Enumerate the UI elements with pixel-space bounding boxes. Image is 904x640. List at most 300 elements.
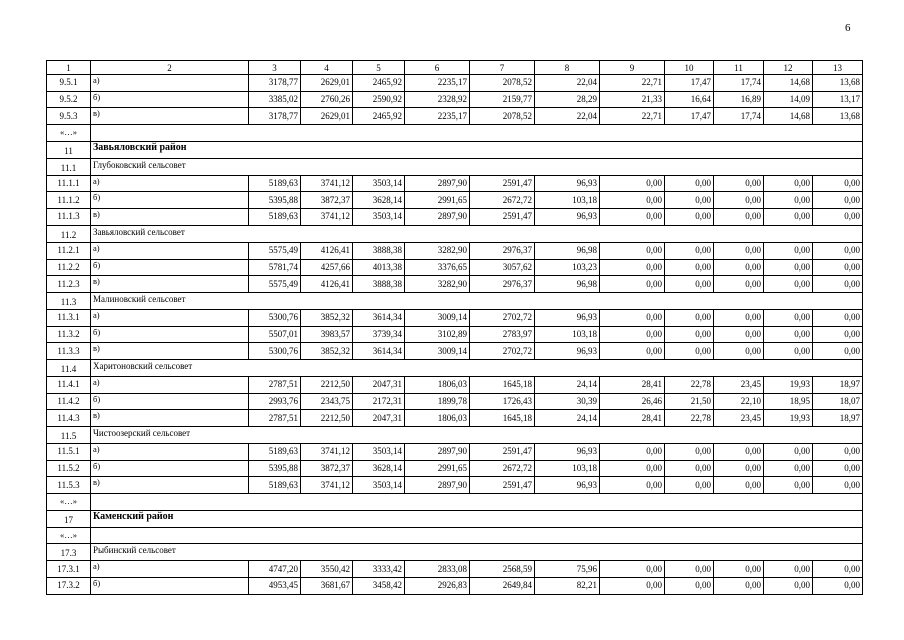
table-row — [47, 309, 863, 326]
value-cell: 3614,34 — [353, 309, 405, 326]
value-cell: 2235,17 — [405, 108, 470, 125]
value-cell: 24,14 — [535, 410, 600, 427]
row-code: 11.4.2 — [47, 393, 91, 410]
value-cell: 3628,14 — [353, 460, 405, 477]
value-cell: 103,18 — [535, 192, 600, 209]
council-name: Харитоновский сельсовет — [91, 359, 863, 376]
value-cell: 2047,31 — [353, 410, 405, 427]
value-cell: 0,00 — [600, 343, 665, 360]
value-cell: 0,00 — [714, 175, 764, 192]
row-code: 11.2.1 — [47, 242, 91, 259]
value-cell: 22,78 — [665, 410, 714, 427]
value-cell: 4013,38 — [353, 259, 405, 276]
row-code: 9.5.3 — [47, 108, 91, 125]
table-row — [47, 91, 863, 108]
row-code: 11.4.3 — [47, 410, 91, 427]
value-cell: 0,00 — [813, 309, 863, 326]
value-cell: 3888,38 — [353, 276, 405, 293]
value-cell: 3503,14 — [353, 175, 405, 192]
value-cell: 3852,32 — [301, 343, 353, 360]
value-cell: 3385,02 — [249, 91, 301, 108]
value-cell: 3681,67 — [301, 578, 353, 595]
value-cell: 0,00 — [764, 309, 813, 326]
value-cell: 22,71 — [600, 75, 665, 92]
value-cell: 0,00 — [714, 309, 764, 326]
value-cell: 0,00 — [714, 209, 764, 226]
table-row — [47, 276, 863, 293]
value-cell: 0,00 — [665, 192, 714, 209]
value-cell: 18,97 — [813, 410, 863, 427]
value-cell: 0,00 — [600, 326, 665, 343]
district-name: Завьяловский район — [91, 141, 863, 158]
value-cell: 4257,66 — [301, 259, 353, 276]
ellipsis-mark: «…» — [47, 527, 91, 544]
value-cell: 4747,20 — [249, 561, 301, 578]
district-row — [47, 510, 863, 527]
value-cell: 4953,45 — [249, 578, 301, 595]
value-cell: 0,00 — [764, 578, 813, 595]
value-cell: 96,98 — [535, 276, 600, 293]
value-cell: 0,00 — [665, 242, 714, 259]
value-cell: 28,41 — [600, 376, 665, 393]
value-cell: 0,00 — [665, 276, 714, 293]
district-row — [47, 141, 863, 158]
value-cell: 3178,77 — [249, 75, 301, 92]
value-cell: 28,41 — [600, 410, 665, 427]
council-row — [47, 427, 863, 444]
value-cell: 1806,03 — [405, 410, 470, 427]
value-cell: 2991,65 — [405, 192, 470, 209]
section-code: 11.2 — [47, 225, 91, 242]
row-code: 9.5.1 — [47, 75, 91, 92]
row-code: 11.2.3 — [47, 276, 91, 293]
row-code: 11.2.2 — [47, 259, 91, 276]
district-name: Каменский район — [91, 510, 863, 527]
value-cell: 3741,12 — [301, 209, 353, 226]
value-cell: 22,04 — [535, 75, 600, 92]
value-cell: 23,45 — [714, 376, 764, 393]
value-cell: 0,00 — [813, 561, 863, 578]
row-code: 11.5.1 — [47, 444, 91, 461]
value-cell: 2629,01 — [301, 108, 353, 125]
value-cell: 0,00 — [813, 460, 863, 477]
value-cell: 0,00 — [714, 192, 764, 209]
value-cell: 75,96 — [535, 561, 600, 578]
row-label: а) — [91, 309, 249, 326]
value-cell: 5575,49 — [249, 242, 301, 259]
value-cell: 0,00 — [813, 276, 863, 293]
value-cell: 4126,41 — [301, 242, 353, 259]
value-cell: 3739,34 — [353, 326, 405, 343]
value-cell: 17,74 — [714, 75, 764, 92]
table-row — [47, 561, 863, 578]
value-cell: 0,00 — [665, 460, 714, 477]
value-cell: 3550,42 — [301, 561, 353, 578]
row-label: б) — [91, 460, 249, 477]
value-cell: 3872,37 — [301, 460, 353, 477]
council-name: Малиновский сельсовет — [91, 292, 863, 309]
value-cell: 0,00 — [714, 561, 764, 578]
value-cell: 0,00 — [714, 326, 764, 343]
value-cell: 14,09 — [764, 91, 813, 108]
value-cell: 0,00 — [813, 259, 863, 276]
value-cell: 0,00 — [600, 578, 665, 595]
table-row — [47, 108, 863, 125]
value-cell: 2591,47 — [470, 175, 535, 192]
row-label: б) — [91, 578, 249, 595]
value-cell: 17,47 — [665, 108, 714, 125]
row-code: 11.1.2 — [47, 192, 91, 209]
value-cell: 0,00 — [813, 326, 863, 343]
table-row — [47, 326, 863, 343]
row-code: 9.5.2 — [47, 91, 91, 108]
value-cell: 0,00 — [665, 578, 714, 595]
value-cell: 4126,41 — [301, 276, 353, 293]
ellipsis-filler — [91, 494, 863, 511]
value-cell: 18,95 — [764, 393, 813, 410]
value-cell: 3741,12 — [301, 444, 353, 461]
value-cell: 23,45 — [714, 410, 764, 427]
table-row — [47, 477, 863, 494]
value-cell: 2897,90 — [405, 175, 470, 192]
value-cell: 2833,08 — [405, 561, 470, 578]
value-cell: 0,00 — [714, 460, 764, 477]
value-cell: 0,00 — [665, 175, 714, 192]
ellipsis-row — [47, 527, 863, 544]
table-row — [47, 192, 863, 209]
value-cell: 2926,83 — [405, 578, 470, 595]
value-cell: 0,00 — [600, 561, 665, 578]
value-cell: 0,00 — [665, 343, 714, 360]
value-cell: 103,18 — [535, 460, 600, 477]
value-cell: 5300,76 — [249, 343, 301, 360]
value-cell: 2078,52 — [470, 75, 535, 92]
ellipsis-mark: «…» — [47, 125, 91, 142]
value-cell: 5395,88 — [249, 460, 301, 477]
header-cell: 6 — [405, 61, 470, 75]
row-code: 11.3.2 — [47, 326, 91, 343]
value-cell: 2078,52 — [470, 108, 535, 125]
value-cell: 0,00 — [764, 477, 813, 494]
header-cell: 5 — [353, 61, 405, 75]
value-cell: 22,10 — [714, 393, 764, 410]
value-cell: 0,00 — [813, 578, 863, 595]
value-cell: 96,93 — [535, 309, 600, 326]
value-cell: 13,17 — [813, 91, 863, 108]
value-cell: 0,00 — [600, 175, 665, 192]
value-cell: 3333,42 — [353, 561, 405, 578]
value-cell: 2897,90 — [405, 444, 470, 461]
value-cell: 0,00 — [600, 209, 665, 226]
value-cell: 3057,62 — [470, 259, 535, 276]
ellipsis-row — [47, 494, 863, 511]
value-cell: 2591,47 — [470, 444, 535, 461]
row-label: в) — [91, 209, 249, 226]
value-cell: 1726,43 — [470, 393, 535, 410]
value-cell: 0,00 — [600, 192, 665, 209]
value-cell: 5189,63 — [249, 175, 301, 192]
table-row — [47, 376, 863, 393]
value-cell: 3178,77 — [249, 108, 301, 125]
value-cell: 2591,47 — [470, 209, 535, 226]
row-code: 11.5.2 — [47, 460, 91, 477]
row-label: в) — [91, 410, 249, 427]
value-cell: 103,18 — [535, 326, 600, 343]
council-name: Глубоковский сельсовет — [91, 158, 863, 175]
value-cell: 0,00 — [764, 259, 813, 276]
table-row — [47, 393, 863, 410]
value-cell: 3282,90 — [405, 242, 470, 259]
table-row — [47, 259, 863, 276]
value-cell: 3503,14 — [353, 444, 405, 461]
value-cell: 2993,76 — [249, 393, 301, 410]
value-cell: 3282,90 — [405, 276, 470, 293]
council-name: Завьяловский сельсовет — [91, 225, 863, 242]
value-cell: 17,74 — [714, 108, 764, 125]
header-cell: 3 — [249, 61, 301, 75]
council-name: Рыбинский сельсовет — [91, 544, 863, 561]
value-cell: 3009,14 — [405, 309, 470, 326]
row-label: а) — [91, 561, 249, 578]
row-code: 11.4.1 — [47, 376, 91, 393]
value-cell: 0,00 — [600, 259, 665, 276]
header-row — [47, 61, 863, 75]
header-cell: 1 — [47, 61, 91, 75]
value-cell: 3852,32 — [301, 309, 353, 326]
value-cell: 2047,31 — [353, 376, 405, 393]
row-code: 11.3.1 — [47, 309, 91, 326]
table-row — [47, 343, 863, 360]
value-cell: 3503,14 — [353, 209, 405, 226]
value-cell: 2976,37 — [470, 242, 535, 259]
value-cell: 0,00 — [813, 343, 863, 360]
value-cell: 0,00 — [665, 477, 714, 494]
council-row — [47, 544, 863, 561]
value-cell: 5300,76 — [249, 309, 301, 326]
value-cell: 2702,72 — [470, 309, 535, 326]
header-cell: 13 — [813, 61, 863, 75]
header-cell: 7 — [470, 61, 535, 75]
value-cell: 1899,78 — [405, 393, 470, 410]
header-cell: 10 — [665, 61, 714, 75]
value-cell: 96,93 — [535, 175, 600, 192]
value-cell: 14,68 — [764, 75, 813, 92]
row-label: в) — [91, 477, 249, 494]
value-cell: 2787,51 — [249, 410, 301, 427]
value-cell: 0,00 — [764, 561, 813, 578]
tariff-table — [46, 60, 863, 595]
value-cell: 22,78 — [665, 376, 714, 393]
ellipsis-filler — [91, 125, 863, 142]
value-cell: 1645,18 — [470, 410, 535, 427]
value-cell: 0,00 — [600, 276, 665, 293]
value-cell: 16,64 — [665, 91, 714, 108]
table-row — [47, 460, 863, 477]
value-cell: 3458,42 — [353, 578, 405, 595]
value-cell: 2991,65 — [405, 460, 470, 477]
value-cell: 19,93 — [764, 410, 813, 427]
row-label: б) — [91, 192, 249, 209]
value-cell: 3102,89 — [405, 326, 470, 343]
value-cell: 0,00 — [714, 276, 764, 293]
value-cell: 96,93 — [535, 209, 600, 226]
value-cell: 82,21 — [535, 578, 600, 595]
value-cell: 2591,47 — [470, 477, 535, 494]
value-cell: 0,00 — [665, 309, 714, 326]
council-row — [47, 359, 863, 376]
value-cell: 24,14 — [535, 376, 600, 393]
council-name: Чистоозерский сельсовет — [91, 427, 863, 444]
table-row — [47, 410, 863, 427]
council-row — [47, 292, 863, 309]
table-row — [47, 175, 863, 192]
value-cell: 0,00 — [600, 444, 665, 461]
value-cell: 2760,26 — [301, 91, 353, 108]
value-cell: 96,93 — [535, 343, 600, 360]
table-row — [47, 75, 863, 92]
value-cell: 0,00 — [665, 561, 714, 578]
value-cell: 0,00 — [665, 444, 714, 461]
value-cell: 0,00 — [600, 460, 665, 477]
row-code: 11.5.3 — [47, 477, 91, 494]
value-cell: 0,00 — [714, 259, 764, 276]
row-label: а) — [91, 444, 249, 461]
value-cell: 3741,12 — [301, 477, 353, 494]
value-cell: 0,00 — [813, 175, 863, 192]
value-cell: 0,00 — [764, 460, 813, 477]
value-cell: 5507,01 — [249, 326, 301, 343]
value-cell: 2590,92 — [353, 91, 405, 108]
value-cell: 13,68 — [813, 75, 863, 92]
row-code: 17.3.2 — [47, 578, 91, 595]
table-row — [47, 209, 863, 226]
table-row — [47, 578, 863, 595]
value-cell: 3741,12 — [301, 175, 353, 192]
value-cell: 17,47 — [665, 75, 714, 92]
value-cell: 5575,49 — [249, 276, 301, 293]
value-cell: 0,00 — [764, 343, 813, 360]
value-cell: 2159,77 — [470, 91, 535, 108]
value-cell: 0,00 — [764, 326, 813, 343]
row-label: б) — [91, 393, 249, 410]
council-row — [47, 158, 863, 175]
value-cell: 96,93 — [535, 477, 600, 494]
value-cell: 0,00 — [813, 209, 863, 226]
header-cell: 8 — [535, 61, 600, 75]
value-cell: 0,00 — [600, 309, 665, 326]
council-row — [47, 225, 863, 242]
section-code: 11.5 — [47, 427, 91, 444]
value-cell: 13,68 — [813, 108, 863, 125]
value-cell: 0,00 — [600, 477, 665, 494]
value-cell: 5781,74 — [249, 259, 301, 276]
value-cell: 0,00 — [813, 444, 863, 461]
value-cell: 2568,59 — [470, 561, 535, 578]
value-cell: 2172,31 — [353, 393, 405, 410]
ellipsis-filler — [91, 527, 863, 544]
value-cell: 3983,57 — [301, 326, 353, 343]
section-code: 11.4 — [47, 359, 91, 376]
value-cell: 0,00 — [813, 242, 863, 259]
value-cell: 0,00 — [665, 326, 714, 343]
row-code: 11.1.3 — [47, 209, 91, 226]
value-cell: 0,00 — [764, 192, 813, 209]
value-cell: 18,97 — [813, 376, 863, 393]
value-cell: 96,93 — [535, 444, 600, 461]
value-cell: 0,00 — [764, 209, 813, 226]
value-cell: 21,33 — [600, 91, 665, 108]
row-label: а) — [91, 242, 249, 259]
row-code: 11.1.1 — [47, 175, 91, 192]
value-cell: 2976,37 — [470, 276, 535, 293]
value-cell: 16,89 — [714, 91, 764, 108]
value-cell: 0,00 — [714, 578, 764, 595]
value-cell: 5189,63 — [249, 209, 301, 226]
value-cell: 0,00 — [714, 477, 764, 494]
value-cell: 22,71 — [600, 108, 665, 125]
row-label: а) — [91, 75, 249, 92]
value-cell: 0,00 — [813, 477, 863, 494]
value-cell: 2465,92 — [353, 75, 405, 92]
value-cell: 2897,90 — [405, 477, 470, 494]
value-cell: 2343,75 — [301, 393, 353, 410]
value-cell: 103,23 — [535, 259, 600, 276]
value-cell: 2212,50 — [301, 410, 353, 427]
value-cell: 2897,90 — [405, 209, 470, 226]
value-cell: 0,00 — [600, 242, 665, 259]
value-cell: 1806,03 — [405, 376, 470, 393]
header-cell: 4 — [301, 61, 353, 75]
row-label: в) — [91, 343, 249, 360]
page-number: 6 — [845, 22, 851, 34]
ellipsis-row — [47, 125, 863, 142]
value-cell: 3009,14 — [405, 343, 470, 360]
value-cell: 3503,14 — [353, 477, 405, 494]
value-cell: 2235,17 — [405, 75, 470, 92]
value-cell: 0,00 — [714, 242, 764, 259]
value-cell: 0,00 — [764, 175, 813, 192]
section-code: 11.1 — [47, 158, 91, 175]
value-cell: 2465,92 — [353, 108, 405, 125]
value-cell: 3628,14 — [353, 192, 405, 209]
value-cell: 3376,65 — [405, 259, 470, 276]
row-code: 17.3.1 — [47, 561, 91, 578]
value-cell: 0,00 — [764, 242, 813, 259]
row-code: 11.3.3 — [47, 343, 91, 360]
value-cell: 5395,88 — [249, 192, 301, 209]
value-cell: 1645,18 — [470, 376, 535, 393]
value-cell: 2702,72 — [470, 343, 535, 360]
header-cell: 2 — [91, 61, 249, 75]
section-code: 17.3 — [47, 544, 91, 561]
header-cell: 11 — [714, 61, 764, 75]
value-cell: 3888,38 — [353, 242, 405, 259]
section-code: 11 — [47, 141, 91, 158]
table-row — [47, 444, 863, 461]
value-cell: 2649,84 — [470, 578, 535, 595]
section-code: 17 — [47, 510, 91, 527]
value-cell: 0,00 — [714, 343, 764, 360]
header-cell: 12 — [764, 61, 813, 75]
value-cell: 0,00 — [764, 444, 813, 461]
value-cell: 22,04 — [535, 108, 600, 125]
value-cell: 5189,63 — [249, 444, 301, 461]
ellipsis-mark: «…» — [47, 494, 91, 511]
value-cell: 26,46 — [600, 393, 665, 410]
value-cell: 14,68 — [764, 108, 813, 125]
value-cell: 5189,63 — [249, 477, 301, 494]
value-cell: 0,00 — [665, 259, 714, 276]
